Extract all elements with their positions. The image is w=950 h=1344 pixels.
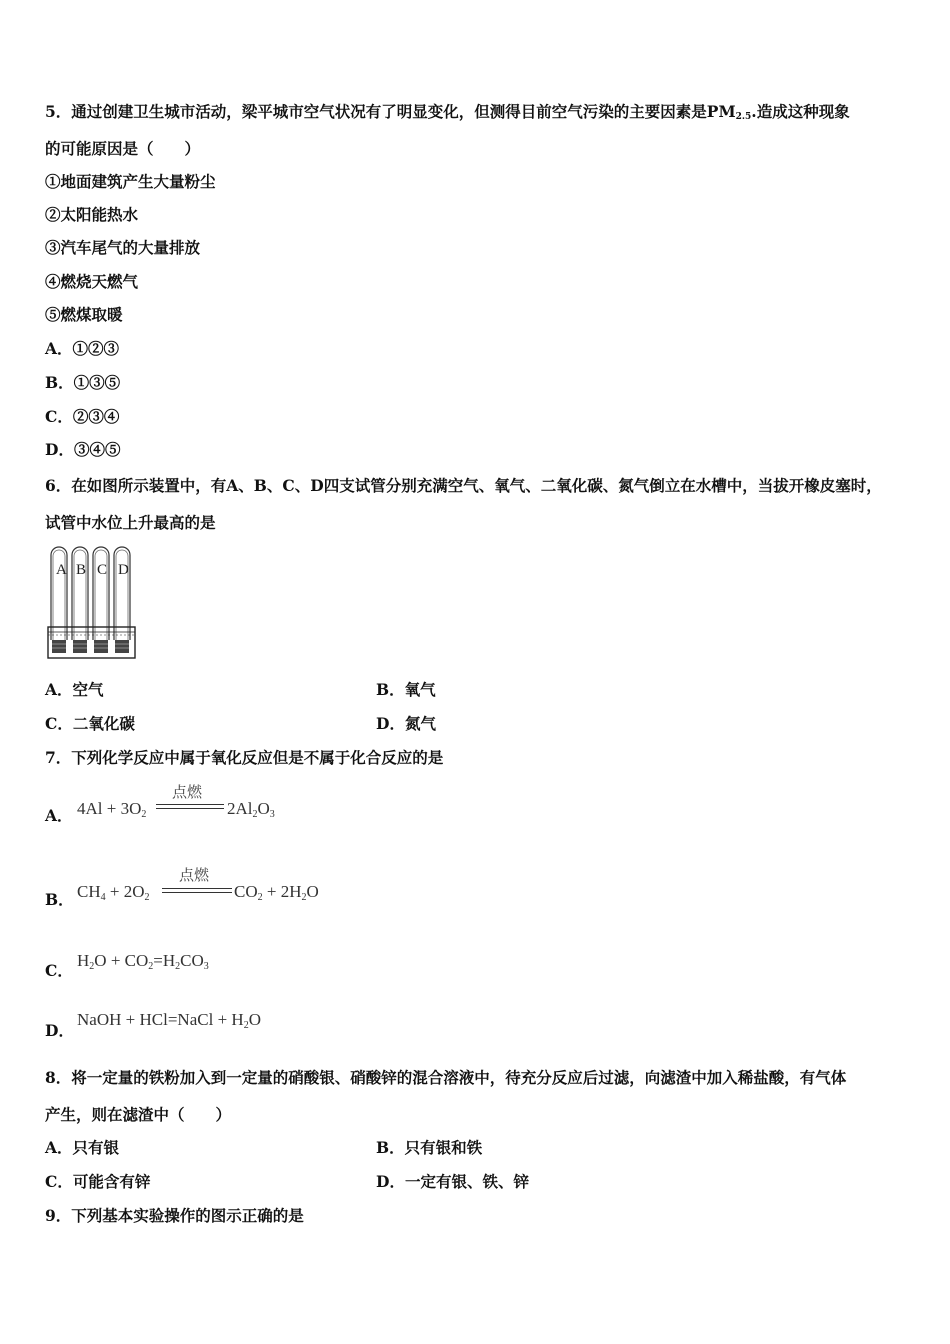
stoppers [52, 640, 129, 653]
tube-label-d: D [118, 562, 129, 578]
q6-option-b: B．氧气 [376, 680, 436, 699]
q7-label-a: A． [45, 806, 73, 825]
q5-option-b: B．①③⑤ [45, 373, 121, 392]
tube-label-a: A [56, 562, 67, 578]
q5-stem-line2: 的可能原因是（ ） [45, 139, 201, 158]
q5-stem-line1 [45, 102, 850, 127]
q6-stem-line1: 6．在如图所示装置中，有A、B、C、D四支试管分别充满空气、氧气、二氧化碳、氮气倒立在水槽中，当拔开橡皮塞时， [45, 476, 882, 495]
pm-subscript: 2.5 [735, 112, 752, 122]
q7-eq-a-arrow [156, 804, 224, 809]
q7-eq-a-condition: 点燃 [172, 783, 203, 801]
q5-option-d: D．③④⑤ [45, 440, 121, 459]
q7-stem: 7．下列化学反应中属于氧化反应但是不属于化合反应的是 [45, 748, 444, 767]
q6-option-c: C．二氧化碳 [45, 714, 135, 733]
q7-eq-a-reactants: $4Al + 3O_2$ [77, 799, 147, 820]
q8-option-d: D．一定有银、铁、锌 [376, 1172, 529, 1191]
tube-label-c: C [97, 562, 108, 578]
q6-option-a: A．空气 [45, 680, 104, 699]
q7-eq-c: $H_2O + CO_2=H_2CO_3$ [77, 951, 209, 972]
q8-option-a: A．只有银 [45, 1138, 120, 1157]
q5-stem-text: 5．通过创建卫生城市活动，梁平城市空气状况有了明显变化，但测得目前空气污染的主要因素是 [45, 102, 707, 121]
q5-item-2: ②太阳能热水 [45, 205, 139, 224]
tube-label-b: B [76, 562, 87, 578]
q7-eq-b-condition: 点燃 [179, 866, 210, 884]
q5-item-5: ⑤燃煤取暖 [45, 305, 123, 324]
q7-label-c: C． [45, 961, 73, 980]
q5-item-1: ①地面建筑产生大量粉尘 [45, 172, 216, 191]
q5-item-3: ③汽车尾气的大量排放 [45, 238, 201, 257]
q7-eq-b-reactants: $CH_4 + 2O_2$ [77, 882, 150, 903]
q5-stem-tail: .造成这种现象 [751, 102, 850, 121]
pm-symbol: PM [706, 102, 736, 121]
test-tubes-figure [47, 545, 136, 660]
q5-option-a: A．①②③ [45, 339, 120, 358]
q7-label-d: D． [45, 1021, 74, 1040]
q7-label-b: B． [45, 890, 74, 909]
q7-eq-d: NaOH + HCl=NaCl + $H_2O$ [77, 1010, 261, 1031]
q5-item-4: ④燃烧天燃气 [45, 272, 139, 291]
q6-stem-line2: 试管中水位上升最高的是 [45, 513, 216, 532]
q5-option-c: C．②③④ [45, 407, 120, 426]
q6-option-d: D．氮气 [376, 714, 436, 733]
q8-stem-line1: 8．将一定量的铁粉加入到一定量的硝酸银、硝酸锌的混合溶液中，待充分反应后过滤，向滤渣中加入稀盐酸，有气体 [45, 1068, 847, 1087]
tube-a [51, 547, 67, 640]
q8-stem-line2: 产生，则在滤渣中（ ） [45, 1105, 232, 1124]
q8-option-c: C．可能含有锌 [45, 1172, 151, 1191]
q8-option-b: B．只有银和铁 [376, 1138, 483, 1157]
q9-stem: 9．下列基本实验操作的图示正确的是 [45, 1206, 304, 1225]
q7-eq-a-product: $2Al_2O_3$ [227, 799, 275, 820]
q7-eq-b-products: $CO_2 + 2H_2O$ [234, 882, 319, 903]
q7-eq-b-arrow [162, 888, 232, 893]
